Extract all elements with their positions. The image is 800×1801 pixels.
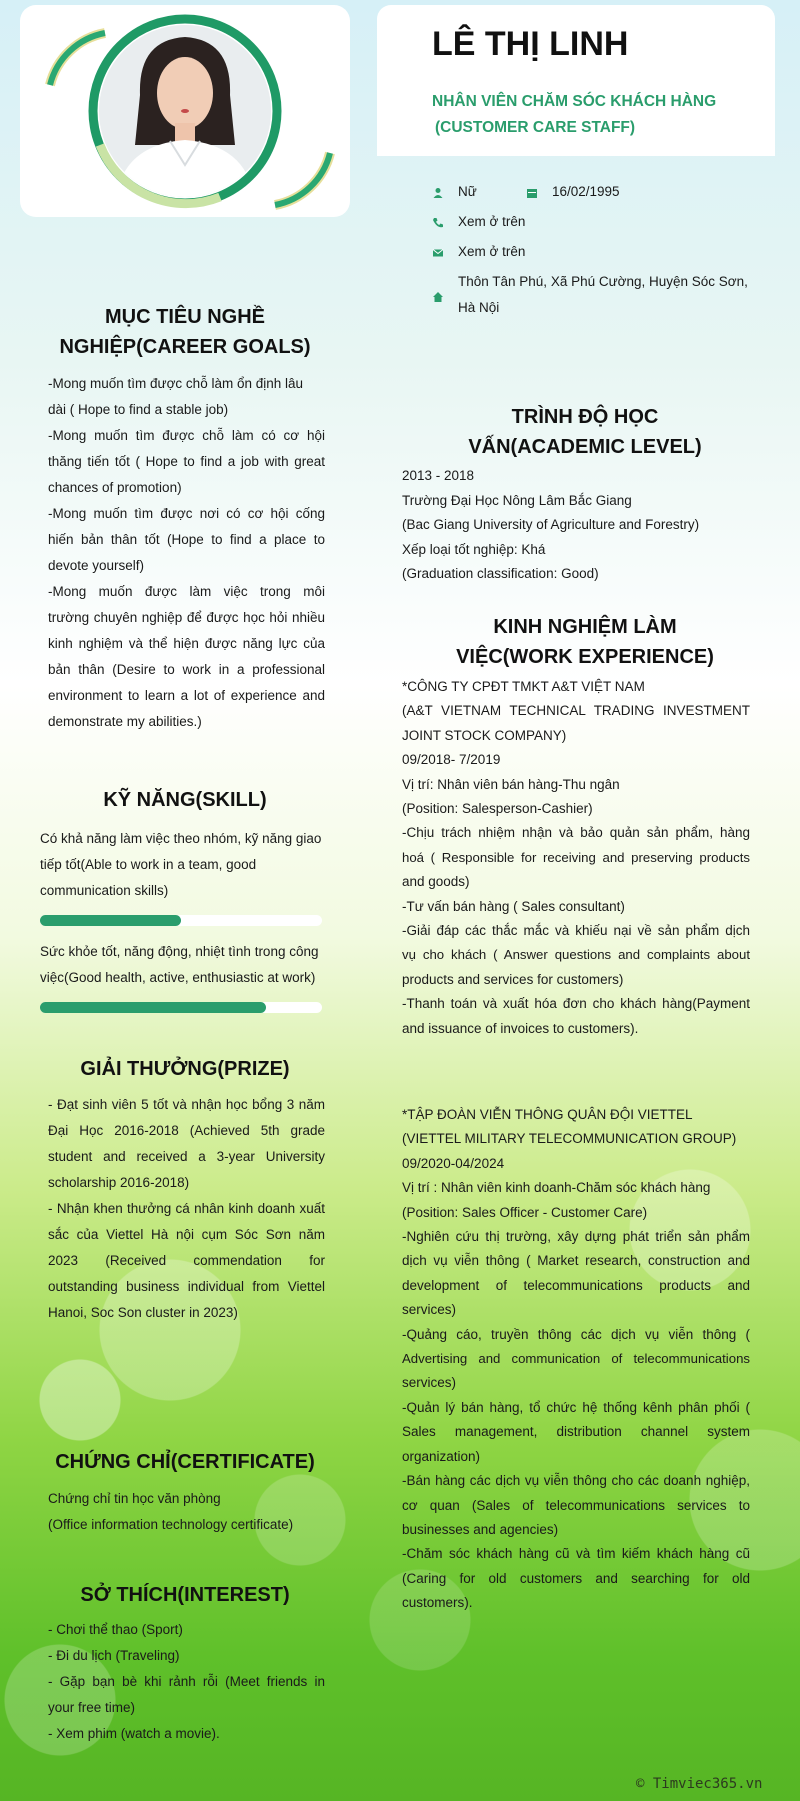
birthday-value: 16/02/1995	[552, 184, 620, 199]
prize-line: scholarship 2016-2018)	[48, 1175, 190, 1190]
skill-1-bar	[40, 915, 322, 926]
job2-line: (Position: Sales Officer - Customer Care)	[402, 1204, 648, 1220]
career-goals-line: -Mong muốn được làm việc trong môi	[48, 584, 325, 599]
job2-line: -Bán hàng các dịch vụ viễn thông cho các doanh nghiệp,	[402, 1473, 750, 1489]
job1-line: *CÔNG TY CPĐT TMKT A&T VIỆT NAM	[402, 679, 645, 694]
job1-line: (Position: Salesperson-Cashier)	[402, 801, 593, 817]
job1-line: and issuance of invoices to customers).	[402, 1020, 639, 1036]
job1-line: and goods)	[402, 874, 470, 890]
career-goals-line: dài ( Hope to find a stable job)	[48, 402, 229, 417]
prize-text	[48, 1092, 325, 1326]
career-goals-line: bản thân (Desire to work in a professional	[48, 662, 325, 677]
interest-heading: SỞ THÍCH(INTEREST)	[80, 1584, 290, 1606]
phone-value: Xem ở trên	[458, 214, 526, 229]
job2-line: Vị trí : Nhân viên kinh doanh-Chăm sóc khách hàng	[402, 1180, 711, 1196]
job2-line: (VIETTEL MILITARY TELECOMMUNICATION GROUP)	[402, 1131, 737, 1147]
job1-line: Vị trí: Nhân viên bán hàng-Thu ngân	[402, 776, 620, 792]
career-goals-line: thăng tiến tốt ( Hope to find a job with great	[48, 454, 325, 469]
skill-line: việc(Good health, active, enthusiastic at work)	[40, 970, 316, 985]
address-row	[432, 269, 762, 321]
certificate-heading: CHỨNG CHỈ(CERTIFICATE)	[55, 1451, 315, 1473]
job1-line: JOINT STOCK COMPANY)	[402, 727, 567, 743]
prize-line: outstanding business individual from Viettel	[48, 1279, 325, 1294]
prize-line: Đại Học 2016-2018 (Achieved 5th grade	[48, 1123, 325, 1138]
job2-line: organization)	[402, 1448, 481, 1464]
skills-heading: KỸ NĂNG(SKILL)	[103, 789, 267, 811]
phone-row	[432, 209, 525, 235]
job2-line: dịch vụ viễn thông ( Market research, construction and	[402, 1253, 750, 1269]
prize-line: Hanoi, Soc Son cluster in 2023)	[48, 1305, 238, 1320]
career-goals-line: kinh nghiệm và thể hiện được năng lực của	[48, 636, 325, 651]
skill-2-bar-fill	[40, 1002, 266, 1013]
career-goals-line: hiến bản thân tốt (Hope to find a place to	[48, 532, 325, 547]
career-goals-title-line2: NGHIỆP(CAREER GOALS)	[59, 336, 311, 358]
prize-line: student and received a 3-year University	[48, 1149, 325, 1164]
address-line2: Hà Nội	[458, 300, 500, 315]
academic-title-line2: VẤN(ACADEMIC LEVEL)	[468, 436, 702, 458]
interest-line: - Xem phim (watch a movie).	[48, 1726, 220, 1741]
job2-line: development of telecommunications products and	[402, 1277, 750, 1293]
career-goals-heading	[40, 302, 330, 362]
interest-line: your free time)	[48, 1700, 136, 1715]
academic-line: (Bac Giang University of Agriculture and Forestry)	[402, 517, 700, 532]
job1-line: -Giải đáp các thắc mắc và khiếu nại về sản phẩm dịch	[402, 923, 750, 939]
prize-heading: GIẢI THƯỞNG(PRIZE)	[80, 1058, 290, 1080]
job2-line: services)	[402, 1375, 457, 1391]
prize-line: - Nhận khen thưởng cá nhân kinh doanh xuất	[48, 1201, 325, 1216]
job2-line: -Chăm sóc khách hàng cũ và tìm kiếm khách hàng cũ	[402, 1546, 750, 1562]
skill-1-text	[40, 826, 330, 904]
career-goals-line: chances of promotion)	[48, 480, 182, 495]
skill-2-bar	[40, 1002, 322, 1013]
experience-title-line1: KINH NGHIỆM LÀM	[493, 616, 677, 638]
job2-line: *TẬP ĐOÀN VIỄN THÔNG QUÂN ĐỘI VIETTEL	[402, 1107, 693, 1122]
job2-line: businesses and agencies)	[402, 1521, 559, 1537]
academic-line: (Graduation classification: Good)	[402, 566, 599, 581]
watermark: © Timviec365.vn	[636, 1776, 763, 1792]
experience-heading	[400, 612, 770, 672]
job2-text	[402, 1103, 750, 1616]
photo-card	[20, 5, 350, 217]
academic-line: 2013 - 2018	[402, 468, 475, 483]
job1-line: -Thanh toán và xuất hóa đơn cho khách hàng(Payment	[402, 996, 750, 1012]
prize-line: sắc của Viettel Hà nội cụm Sóc Sơn năm	[48, 1227, 325, 1242]
job2-line: -Nghiên cứu thị trường, xây dựng phát triển sản phẩm	[402, 1229, 750, 1245]
job1-line: 09/2018- 7/2019	[402, 752, 501, 768]
mail-icon	[432, 239, 448, 259]
job2-line: Sales management, distribution channel system	[402, 1424, 750, 1440]
career-goals-text	[48, 371, 325, 735]
academic-text	[402, 464, 762, 587]
address-line1: Thôn Tân Phú, Xã Phú Cường, Huyện Sóc Sơn,	[458, 274, 748, 289]
job2-line: cơ quan (Sales of telecommunications services to	[402, 1497, 750, 1513]
academic-line: Trường Đại Học Nông Lâm Bắc Giang	[402, 492, 632, 508]
job1-line: products and services for customers)	[402, 971, 624, 987]
skill-line: Sức khỏe tốt, năng động, nhiệt tình trong công	[40, 944, 319, 959]
skill-1-bar-fill	[40, 915, 181, 926]
calendar-icon	[526, 179, 542, 199]
job1-line: -Tư vấn bán hàng ( Sales consultant)	[402, 898, 625, 914]
job1-text	[402, 675, 750, 1041]
skill-line: communication skills)	[40, 883, 169, 898]
career-goals-line: -Mong muốn tìm được chỗ làm ổn định lâu	[48, 376, 304, 391]
home-icon	[432, 269, 448, 303]
academic-line: Xếp loại tốt nghiệp: Khá	[402, 541, 546, 557]
job2-line: -Quản lý bán hàng, tổ chức hệ thống kênh phân phối (	[402, 1399, 750, 1415]
skill-2-text	[40, 939, 335, 991]
job1-line: vụ cho khách ( Answer questions and complaints about	[402, 947, 750, 963]
job1-line: hoá ( Responsible for receiving and preserving products	[402, 849, 750, 865]
academic-heading	[400, 402, 770, 462]
photo-frame-decoration	[20, 5, 350, 217]
career-goals-line: environment to learn a lot of experience and	[48, 688, 325, 703]
career-goals-line: -Mong muốn tìm được chỗ làm có cơ hội	[48, 428, 325, 443]
interest-line: - Gặp bạn bè khi rảnh rỗi (Meet friends in	[48, 1674, 325, 1689]
job1-line: -Chịu trách nhiệm nhận và bảo quản sản phẩm, hàng	[402, 825, 750, 841]
job2-line: (Caring for old customers and searching for old	[402, 1570, 750, 1586]
certificate-text	[48, 1486, 333, 1538]
birthday-row	[526, 179, 620, 205]
certificate-line: (Office information technology certificate)	[48, 1517, 294, 1532]
name-card	[377, 5, 775, 156]
gender-value: Nữ	[458, 184, 477, 199]
phone-icon	[432, 209, 448, 229]
email-value: Xem ở trên	[458, 244, 526, 259]
job2-line: 09/2020-04/2024	[402, 1155, 505, 1171]
job2-line: customers).	[402, 1595, 473, 1611]
job2-line: services)	[402, 1302, 457, 1318]
job2-line: Advertising and communication of telecommunications	[402, 1351, 750, 1367]
career-goals-line: demonstrate my abilities.)	[48, 714, 202, 729]
academic-title-line1: TRÌNH ĐỘ HỌC	[511, 406, 659, 428]
certificate-line: Chứng chỉ tin học văn phòng	[48, 1491, 221, 1506]
job1-line: (A&T VIETNAM TECHNICAL TRADING INVESTMENT	[402, 703, 750, 719]
user-icon	[432, 179, 448, 199]
prize-line: 2023 (Received commendation for	[48, 1253, 325, 1268]
job2-line: -Quảng cáo, truyền thông các dịch vụ viễn thông (	[402, 1326, 750, 1342]
interest-line: - Đi du lịch (Traveling)	[48, 1648, 180, 1663]
prize-line: - Đạt sinh viên 5 tốt và nhận học bổng 3 năm	[48, 1097, 325, 1112]
skill-line: tiếp tốt(Able to work in a team, good	[40, 857, 257, 872]
candidate-name: LÊ THỊ LINH	[432, 25, 629, 63]
skill-line: Có khả năng làm việc theo nhóm, kỹ năng giao	[40, 831, 322, 846]
career-goals-line: trường chuyên nghiệp để được học hỏi nhiều	[48, 610, 325, 625]
job-title-line1: NHÂN VIÊN CHĂM SÓC KHÁCH HÀNG	[432, 93, 717, 110]
experience-title-line2: VIỆC(WORK EXPERIENCE)	[456, 646, 714, 668]
gender-row	[432, 179, 477, 205]
interest-text	[48, 1617, 325, 1747]
career-goals-line: devote yourself)	[48, 558, 145, 573]
career-goals-line: -Mong muốn tìm được nơi có cơ hội cống	[48, 506, 325, 521]
interest-line: - Chơi thể thao (Sport)	[48, 1622, 183, 1637]
email-row	[432, 239, 525, 265]
job-title-line2: (CUSTOMER CARE STAFF)	[435, 119, 636, 136]
career-goals-title-line1: MỤC TIÊU NGHỀ	[105, 306, 265, 328]
